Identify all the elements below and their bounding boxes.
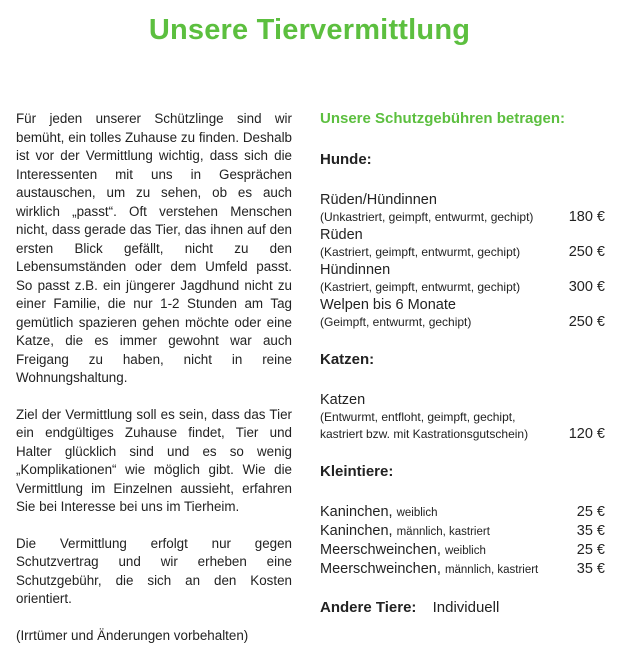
fee-detail: (Kastriert, geimpft, entwurmt, gechipt) (320, 245, 521, 259)
fee-detail: (Kastriert, geimpft, entwurmt, gechipt) (320, 280, 521, 294)
fee-row (320, 522, 605, 541)
fee-price: 35 € (576, 523, 605, 539)
fee-name: Welpen bis 6 Monate (320, 297, 456, 313)
fee-list (320, 110, 605, 616)
fee-entry (320, 296, 605, 331)
fee-name: Katzen (320, 392, 366, 408)
fee-price: 120 € (568, 426, 605, 442)
section-title-hunde: Hunde: (320, 151, 372, 168)
fee-price: 250 € (568, 244, 605, 260)
intro-text (16, 110, 292, 663)
other-animals-label: Andere Tiere: (320, 599, 417, 616)
fee-entry (320, 261, 605, 296)
fee-detail: (Entwurmt, entfloht, geimpft, gechipt, (320, 410, 516, 424)
fee-price: 35 € (576, 561, 605, 577)
fee-price: 25 € (576, 542, 605, 558)
fee-name: Hündinnen (320, 262, 391, 278)
fee-name: Kaninchen, (320, 504, 393, 520)
fee-sub: männlich, kastriert (396, 526, 490, 538)
fee-detail: (Geimpft, entwurmt, gechipt) (320, 315, 472, 329)
fee-name: Meerschweinchen, (320, 561, 441, 577)
fee-sub: weiblich (396, 507, 438, 519)
other-animals-value: Individuell (432, 599, 500, 616)
fee-price: 180 € (568, 209, 605, 225)
paragraph-goal: Ziel der Vermittlung soll es sein, dass das Tier ein endgültiges Zuhause findet, Tier und Halter glücklich sind und es so wenig „Komplikationen“ wie möglich gibt. Wie die Vermittlung im Einzelnen aussieht, erfahren Sie bei Interesse bei uns im Tierheim. (16, 406, 292, 514)
fee-price: 250 € (568, 314, 605, 330)
fee-entry (320, 226, 605, 261)
paragraph-disclaimer: (Irrtümer und Änderungen vorbehalten) (16, 627, 249, 643)
fee-name: Rüden (320, 227, 363, 243)
fee-sub: männlich, kastriert (444, 564, 539, 576)
paragraph-contract: Die Vermittlung erfolgt nur gegen Schutzvertrag und wir erheben eine Schutzgebühr, die sich an den Kosten orientiert. (16, 535, 292, 606)
paragraph-intro: Für jeden unserer Schützlinge sind wir bemüht, ein tolles Zuhause zu finden. Deshalb ist vor der Vermittlung wichtig, dass sich die Interessenten mit uns in Gesprächen austauschen, um zu sehen, ob es auch wirklich „passt“. Oft verstehen Menschen nicht, dass gerade das Tier, das ihnen auf den ersten Blick gefällt, nicht zu den Lebensumständen oder dem Umfeld passt. So passt z.B. ein jüngerer Jagdhund nicht zu einer Familie, die nur 1-2 Stunden am Tag gemütlich spazieren gehen möchte oder eine Katze, die es immer gewohnt war auch Freigang zu haben, nicht in reine Wohnungshaltung. (16, 111, 292, 385)
fee-price: 25 € (576, 504, 605, 520)
other-animals (320, 599, 605, 616)
fee-row (320, 503, 605, 522)
section-title-kleintiere: Kleintiere: (320, 463, 394, 480)
fee-name: Kaninchen, (320, 523, 393, 539)
fee-heading: Unsere Schutzgebühren betragen: (320, 110, 566, 127)
fee-row (320, 560, 605, 579)
fee-detail: (Unkastriert, geimpft, entwurmt, gechipt) (320, 210, 534, 224)
fee-entry (320, 191, 605, 226)
fee-detail: kastriert bzw. mit Kastrationsgutschein) (320, 427, 529, 441)
fee-sub: weiblich (444, 545, 486, 557)
fee-price: 300 € (568, 279, 605, 295)
fee-name: Meerschweinchen, (320, 542, 441, 558)
section-title-katzen: Katzen: (320, 351, 375, 368)
fee-name: Rüden/Hündinnen (320, 192, 437, 208)
fee-entry (320, 391, 605, 443)
page-title: Unsere Tiervermittlung (148, 14, 471, 46)
fee-row (320, 541, 605, 560)
